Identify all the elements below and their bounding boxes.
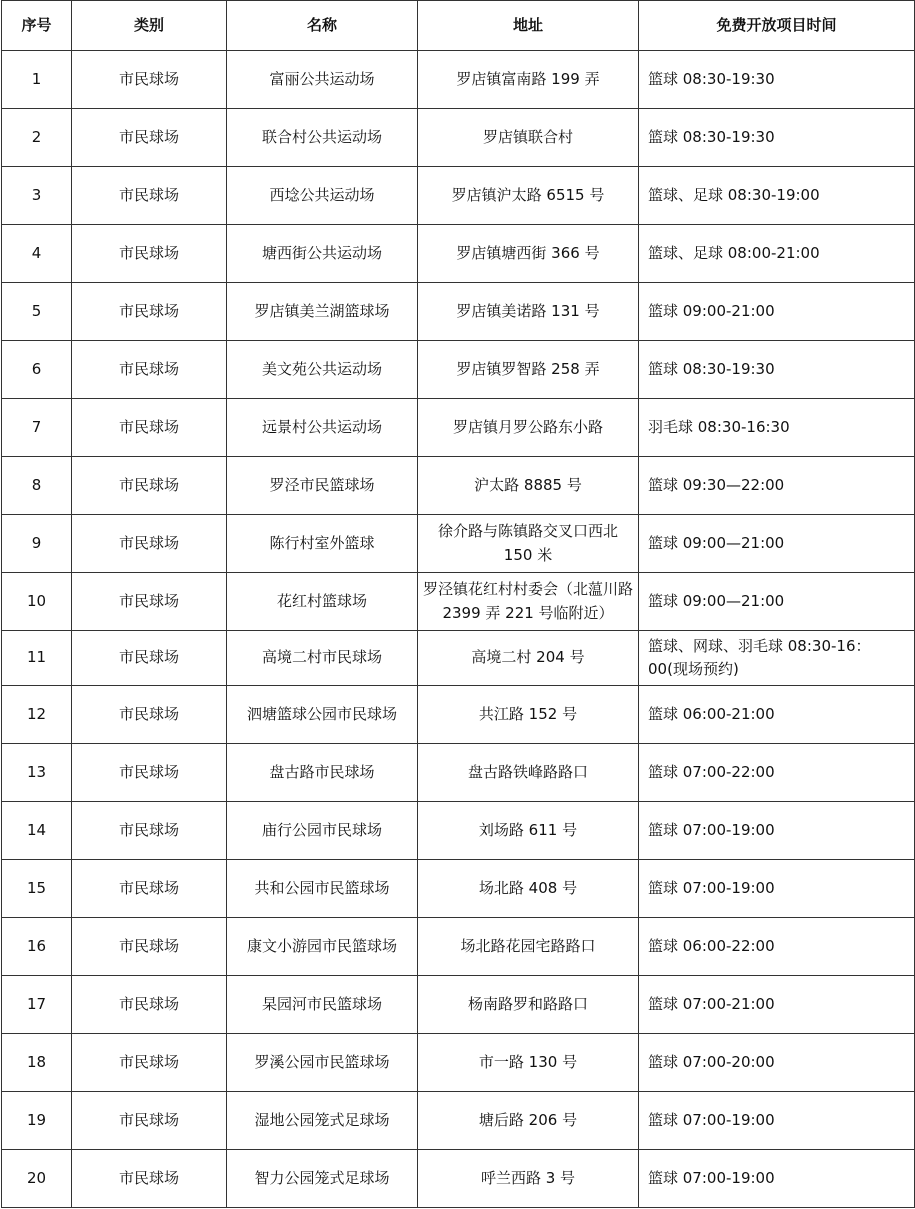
cell-name: 花红村篮球场	[227, 573, 418, 631]
cell-hours: 篮球、足球 08:00-21:00	[639, 225, 915, 283]
cell-name: 罗店镇美兰湖篮球场	[227, 283, 418, 341]
cell-name: 罗溪公园市民篮球场	[227, 1034, 418, 1092]
cell-no: 9	[2, 515, 72, 573]
cell-hours: 篮球 07:00-19:00	[639, 802, 915, 860]
table-row	[2, 283, 915, 341]
table-row	[2, 686, 915, 744]
cell-type: 市民球场	[72, 802, 227, 860]
cell-hours: 篮球 07:00-22:00	[639, 744, 915, 802]
cell-address: 盘古路铁峰路路口	[418, 744, 639, 802]
cell-hours: 篮球 07:00-19:00	[639, 1092, 915, 1150]
header-name: 名称	[227, 1, 418, 51]
cell-type: 市民球场	[72, 283, 227, 341]
cell-name: 塘西街公共运动场	[227, 225, 418, 283]
cell-no: 4	[2, 225, 72, 283]
cell-no: 6	[2, 341, 72, 399]
table-row	[2, 1034, 915, 1092]
cell-no: 1	[2, 51, 72, 109]
cell-address: 呼兰西路 3 号	[418, 1150, 639, 1208]
cell-no: 19	[2, 1092, 72, 1150]
cell-name: 共和公园市民篮球场	[227, 860, 418, 918]
cell-type: 市民球场	[72, 1150, 227, 1208]
cell-name: 陈行村室外篮球	[227, 515, 418, 573]
cell-hours: 篮球、足球 08:30-19:00	[639, 167, 915, 225]
cell-type: 市民球场	[72, 744, 227, 802]
cell-address: 塘后路 206 号	[418, 1092, 639, 1150]
table-row	[2, 167, 915, 225]
cell-hours: 篮球 08:30-19:30	[639, 51, 915, 109]
cell-hours: 篮球 09:30—22:00	[639, 457, 915, 515]
cell-type: 市民球场	[72, 1034, 227, 1092]
cell-no: 10	[2, 573, 72, 631]
table-row	[2, 860, 915, 918]
cell-name: 西埝公共运动场	[227, 167, 418, 225]
cell-no: 7	[2, 399, 72, 457]
cell-no: 17	[2, 976, 72, 1034]
cell-address: 罗店镇富南路 199 弄	[418, 51, 639, 109]
cell-name: 康文小游园市民篮球场	[227, 918, 418, 976]
cell-hours: 篮球 06:00-21:00	[639, 686, 915, 744]
header-hours: 免费开放项目时间	[639, 1, 915, 51]
cell-address: 市一路 130 号	[418, 1034, 639, 1092]
cell-no: 5	[2, 283, 72, 341]
cell-name: 联合村公共运动场	[227, 109, 418, 167]
header-type: 类别	[72, 1, 227, 51]
cell-no: 20	[2, 1150, 72, 1208]
cell-name: 罗泾市民篮球场	[227, 457, 418, 515]
cell-hours: 篮球 06:00-22:00	[639, 918, 915, 976]
table-row	[2, 399, 915, 457]
cell-address: 沪太路 8885 号	[418, 457, 639, 515]
cell-name: 富丽公共运动场	[227, 51, 418, 109]
cell-name: 庙行公园市民球场	[227, 802, 418, 860]
cell-name: 杲园河市民篮球场	[227, 976, 418, 1034]
table-row	[2, 1150, 915, 1208]
cell-address: 罗店镇美诺路 131 号	[418, 283, 639, 341]
table-row	[2, 51, 915, 109]
cell-name: 远景村公共运动场	[227, 399, 418, 457]
cell-type: 市民球场	[72, 399, 227, 457]
table-row	[2, 744, 915, 802]
table-row	[2, 631, 915, 686]
table-row	[2, 515, 915, 573]
cell-no: 3	[2, 167, 72, 225]
cell-no: 18	[2, 1034, 72, 1092]
cell-address: 罗店镇塘西街 366 号	[418, 225, 639, 283]
cell-address: 罗泾镇花红村村委会（北蕰川路 2399 弄 221 号临附近）	[418, 573, 639, 631]
cell-address: 罗店镇联合村	[418, 109, 639, 167]
table-row	[2, 802, 915, 860]
cell-address: 共江路 152 号	[418, 686, 639, 744]
cell-name: 美文苑公共运动场	[227, 341, 418, 399]
cell-hours: 篮球 07:00-20:00	[639, 1034, 915, 1092]
cell-hours: 篮球、网球、羽毛球 08:30-16：00(现场预约)	[639, 631, 915, 686]
cell-no: 12	[2, 686, 72, 744]
cell-hours: 篮球 08:30-19:30	[639, 109, 915, 167]
cell-type: 市民球场	[72, 631, 227, 686]
cell-address: 罗店镇沪太路 6515 号	[418, 167, 639, 225]
table-row	[2, 918, 915, 976]
cell-hours: 篮球 09:00—21:00	[639, 515, 915, 573]
cell-type: 市民球场	[72, 167, 227, 225]
cell-type: 市民球场	[72, 341, 227, 399]
cell-type: 市民球场	[72, 457, 227, 515]
venue-table	[1, 0, 915, 1208]
cell-address: 徐介路与陈镇路交叉口西北 150 米	[418, 515, 639, 573]
cell-type: 市民球场	[72, 515, 227, 573]
cell-no: 14	[2, 802, 72, 860]
table-row	[2, 573, 915, 631]
cell-no: 8	[2, 457, 72, 515]
cell-type: 市民球场	[72, 51, 227, 109]
header-no: 序号	[2, 1, 72, 51]
cell-hours: 篮球 07:00-21:00	[639, 976, 915, 1034]
cell-name: 湿地公园笼式足球场	[227, 1092, 418, 1150]
cell-address: 场北路花园宅路路口	[418, 918, 639, 976]
cell-name: 智力公园笼式足球场	[227, 1150, 418, 1208]
header-address: 地址	[418, 1, 639, 51]
cell-type: 市民球场	[72, 686, 227, 744]
table-row	[2, 976, 915, 1034]
table-row	[2, 109, 915, 167]
cell-no: 2	[2, 109, 72, 167]
table-row	[2, 1092, 915, 1150]
table-header-row	[2, 1, 915, 51]
cell-address: 刘场路 611 号	[418, 802, 639, 860]
cell-hours: 篮球 09:00-21:00	[639, 283, 915, 341]
cell-type: 市民球场	[72, 1092, 227, 1150]
cell-no: 13	[2, 744, 72, 802]
cell-address: 杨南路罗和路路口	[418, 976, 639, 1034]
cell-name: 高境二村市民球场	[227, 631, 418, 686]
cell-address: 罗店镇罗智路 258 弄	[418, 341, 639, 399]
cell-hours: 篮球 07:00-19:00	[639, 860, 915, 918]
cell-address: 场北路 408 号	[418, 860, 639, 918]
cell-hours: 篮球 09:00—21:00	[639, 573, 915, 631]
table-row	[2, 225, 915, 283]
cell-no: 11	[2, 631, 72, 686]
cell-hours: 羽毛球 08:30-16:30	[639, 399, 915, 457]
table-row	[2, 457, 915, 515]
cell-no: 16	[2, 918, 72, 976]
cell-type: 市民球场	[72, 225, 227, 283]
table-row	[2, 341, 915, 399]
cell-address: 高境二村 204 号	[418, 631, 639, 686]
cell-hours: 篮球 07:00-19:00	[639, 1150, 915, 1208]
cell-address: 罗店镇月罗公路东小路	[418, 399, 639, 457]
cell-hours: 篮球 08:30-19:30	[639, 341, 915, 399]
cell-type: 市民球场	[72, 918, 227, 976]
cell-name: 盘古路市民球场	[227, 744, 418, 802]
cell-name: 泗塘篮球公园市民球场	[227, 686, 418, 744]
cell-type: 市民球场	[72, 109, 227, 167]
cell-type: 市民球场	[72, 573, 227, 631]
cell-type: 市民球场	[72, 976, 227, 1034]
cell-type: 市民球场	[72, 860, 227, 918]
cell-no: 15	[2, 860, 72, 918]
